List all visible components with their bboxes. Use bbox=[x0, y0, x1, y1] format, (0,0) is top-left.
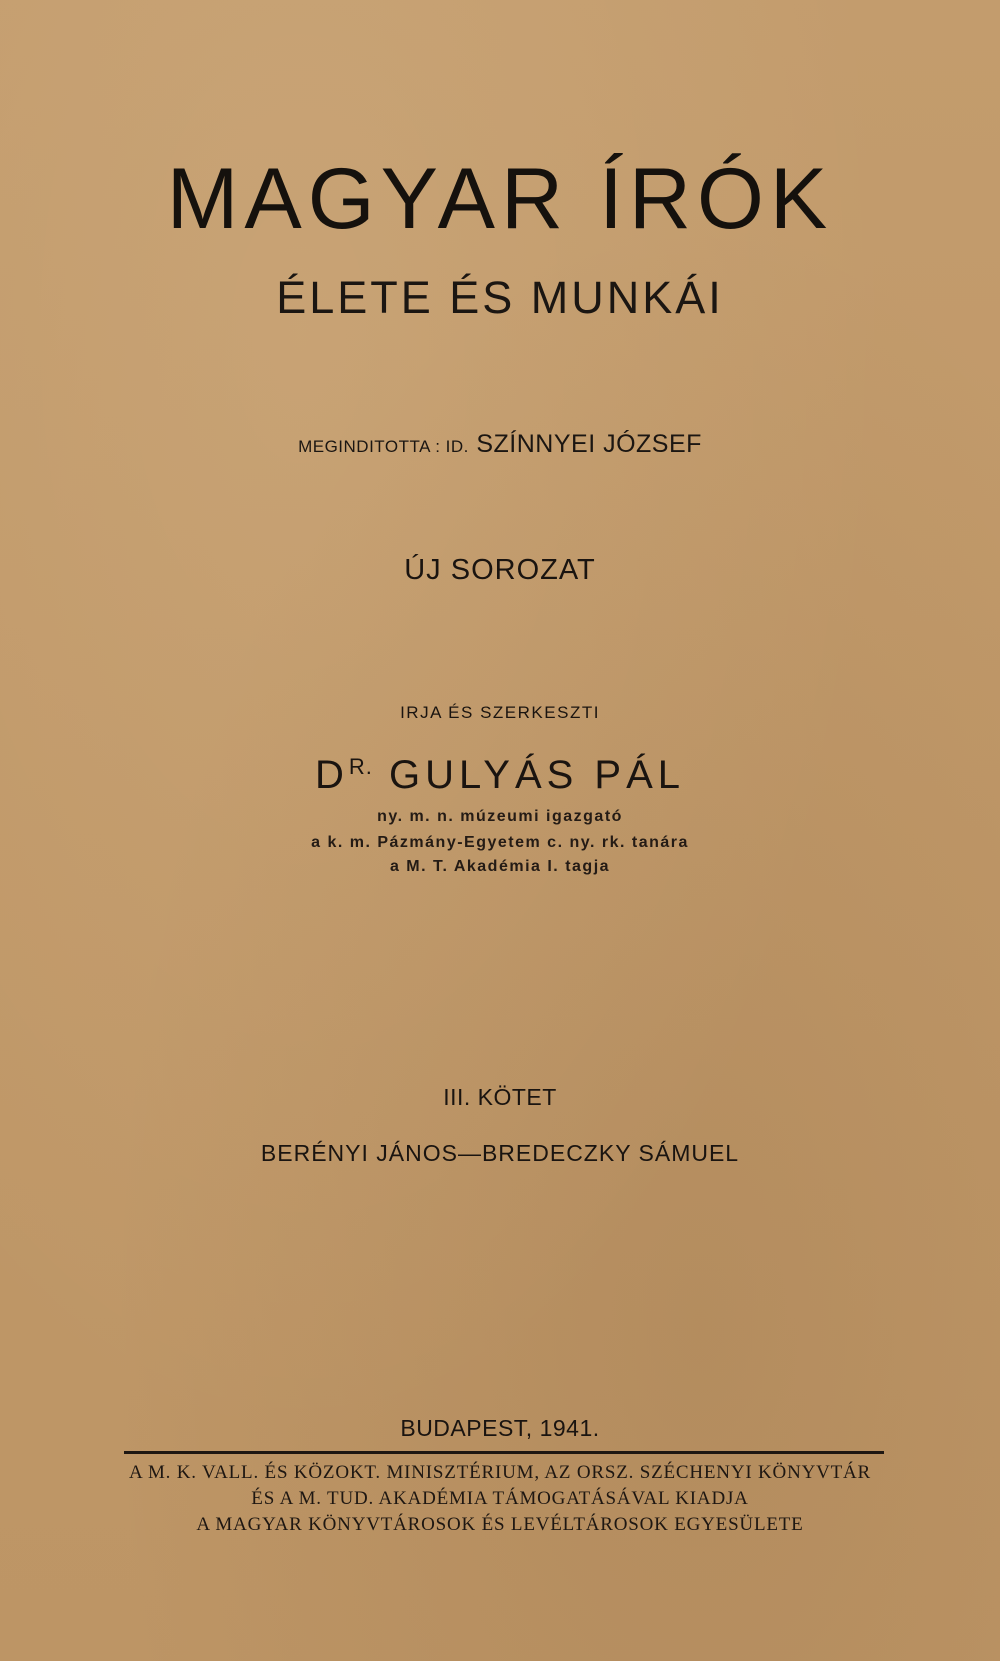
volume-number: III. KÖTET bbox=[443, 1084, 557, 1110]
founder-line bbox=[0, 430, 1000, 459]
publisher-line: ÉS A M. TUD. AKADÉMIA TÁMOGATÁSÁVAL KIADJA bbox=[251, 1488, 749, 1509]
book-subtitle: ÉLETE ÉS MUNKÁI bbox=[276, 272, 724, 323]
editor-role-label: IRJA ÉS SZERKESZTI bbox=[400, 703, 600, 722]
volume-range: BERÉNYI JÁNOS—BREDECZKY SÁMUEL bbox=[260, 1140, 740, 1166]
publisher-line: A M. K. VALL. ÉS KÖZOKT. MINISZTÉRIUM, AZ ORSZ. SZÉCHENYI KÖNYVTÁR bbox=[128, 1462, 872, 1483]
editor-credential: a M. T. Akadémia I. tagja bbox=[389, 858, 611, 875]
editor-prefix-sup: R. bbox=[348, 754, 373, 779]
editor-prefix: D bbox=[314, 753, 349, 797]
founder-label: MEGINDITOTTA : ID. bbox=[298, 437, 469, 456]
editor-name: GULYÁS PÁL bbox=[388, 753, 686, 797]
book-title: MAGYAR ÍRÓK bbox=[166, 151, 834, 247]
series-label: ÚJ SOROZAT bbox=[404, 554, 596, 586]
place-year: BUDAPEST, 1941. bbox=[400, 1415, 600, 1441]
founder-name: SZÍNNYEI JÓZSEF bbox=[476, 430, 702, 458]
divider-rule bbox=[124, 1451, 884, 1454]
editor-credential: ny. m. n. múzeumi igazgató bbox=[377, 808, 623, 825]
editor-credential: a k. m. Pázmány-Egyetem c. ny. rk. tanára bbox=[311, 834, 689, 851]
publisher-line: A MAGYAR KÖNYVTÁROSOK ÉS LEVÉLTÁROSOK EGYESÜLETE bbox=[196, 1514, 804, 1535]
editor-line bbox=[0, 753, 1000, 798]
